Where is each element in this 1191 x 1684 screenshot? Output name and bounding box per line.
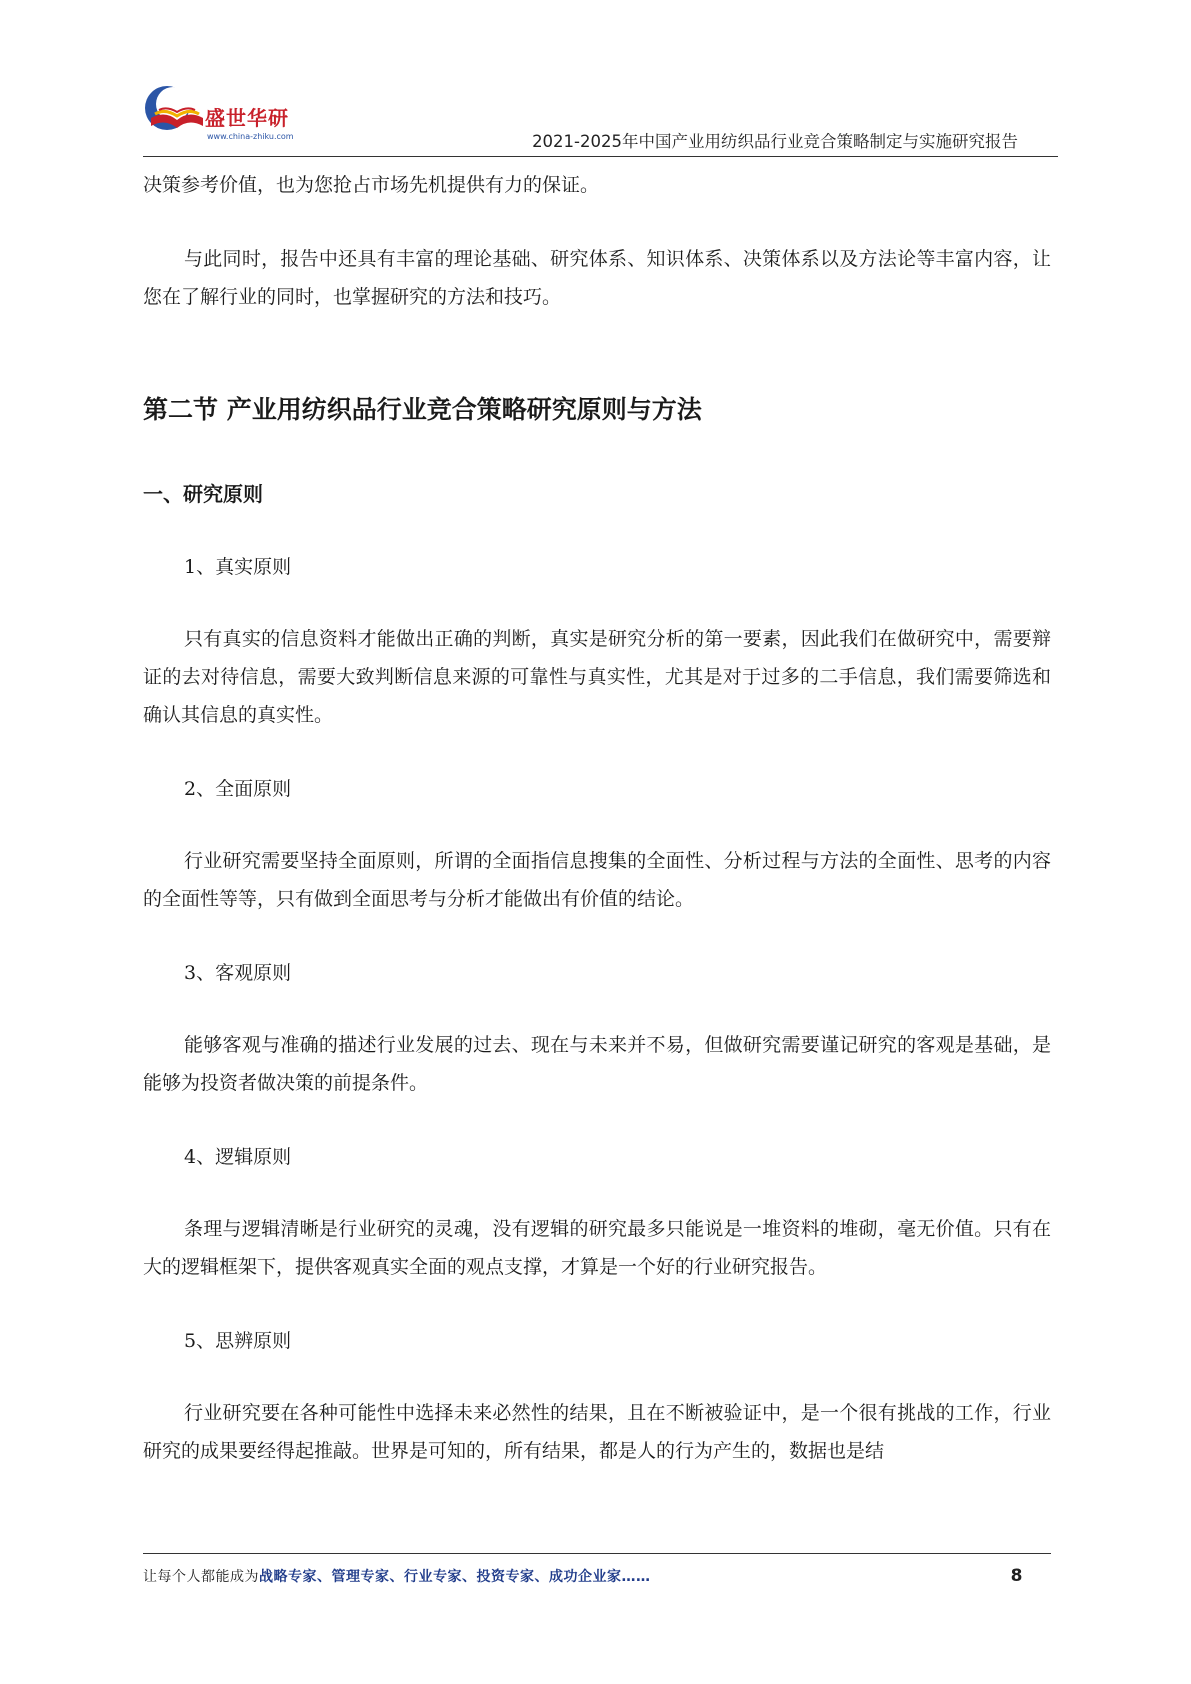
page-number: 8 [1010,1566,1023,1586]
principle-text: 行业研究需要坚持全面原则，所谓的全面指信息搜集的全面性、分析过程与方法的全面性、思考的内容的全面性等等，只有做到全面思考与分析才能做出有价值的结论。 [143,850,1051,910]
section-title: 第二节 产业用纺织品行业竞合策略研究原则与方法 [143,395,702,424]
header-divider [143,156,1058,157]
logo-name: 盛世华研 [205,106,289,130]
page-footer [143,1566,1023,1586]
principle-title: 5、思辨原则 [184,1330,292,1352]
theory-paragraph: 与此同时，报告中还具有丰富的理论基础、研究体系、知识体系、决策体系以及方法论等丰富内容，让您在了解行业的同时，也掌握研究的方法和技巧。 [143,248,1051,308]
footer-slogan-highlight: 战略专家、管理专家、行业专家、投资专家、成功企业家…… [259,1569,651,1585]
company-logo [143,80,323,150]
principle-text: 只有真实的信息资料才能做出正确的判断，真实是研究分析的第一要素，因此我们在做研究中，需要辩证的去对待信息，需要大致判断信息来源的可靠性与真实性，尤其是对于过多的二手信息，我们需要筛选和确认其信息的真实性。 [143,628,1051,726]
logo-book-icon [143,80,207,140]
page-header [143,80,1058,158]
principle-text: 行业研究要在各种可能性中选择未来必然性的结果，且在不断被验证中，是一个很有挑战的工作，行业研究的成果要经得起推敲。世界是可知的，所有结果，都是人的行为产生的，数据也是结 [143,1402,1051,1462]
principle-title: 2、全面原则 [184,778,292,800]
logo-url: www.china-zhiku.com [207,132,294,141]
principle-title: 3、客观原则 [184,962,292,984]
principle-text: 能够客观与准确的描述行业发展的过去、现在与未来并不易，但做研究需要谨记研究的客观是基础，是能够为投资者做决策的前提条件。 [143,1034,1051,1094]
principle-text: 条理与逻辑清晰是行业研究的灵魂，没有逻辑的研究最多只能说是一堆资料的堆砌，毫无价值。只有在大的逻辑框架下，提供客观真实全面的观点支撑，才算是一个好的行业研究报告。 [143,1218,1051,1278]
subsection-title: 一、研究原则 [143,482,263,506]
report-title: 2021-2025年中国产业用纺织品行业竞合策略制定与实施研究报告 [532,132,1018,151]
principle-title: 1、真实原则 [184,556,292,578]
footer-divider [143,1553,1051,1554]
principle-title: 4、逻辑原则 [184,1146,292,1168]
continued-paragraph: 决策参考价值，也为您抢占市场先机提供有力的保证。 [143,174,600,196]
page-content [143,166,1051,1470]
footer-slogan-prefix: 让每个人都能成为 [143,1569,259,1585]
